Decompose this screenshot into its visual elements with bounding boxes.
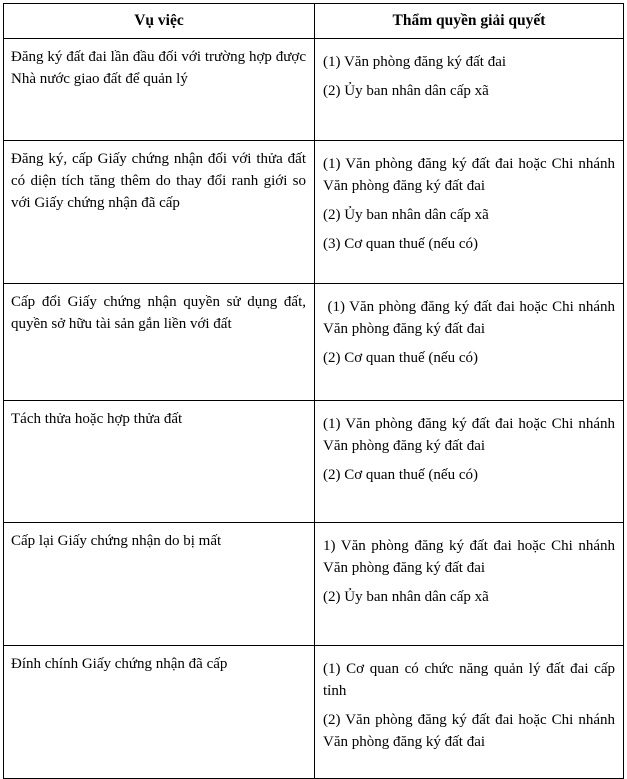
authority-item: (1) Văn phòng đăng ký đất đai hoặc Chi nhánh Văn phòng đăng ký đất đai bbox=[323, 416, 615, 454]
table-row bbox=[4, 646, 624, 779]
table-header-row bbox=[4, 4, 624, 39]
authority-item: (2) Cơ quan thuế (nếu có) bbox=[323, 350, 478, 366]
case-cell: Tách thửa hoặc hợp thửa đất bbox=[4, 401, 315, 523]
authority-item: (1) Văn phòng đăng ký đất đai bbox=[323, 54, 507, 70]
authority-item: 1) Văn phòng đăng ký đất đai hoặc Chi nhánh Văn phòng đăng ký đất đai bbox=[323, 538, 615, 576]
authority-item: (1) Văn phòng đăng ký đất đai hoặc Chi nhánh Văn phòng đăng ký đất đai bbox=[323, 156, 615, 194]
case-cell: Cấp lại Giấy chứng nhận do bị mất bbox=[4, 523, 315, 646]
procedure-table bbox=[3, 3, 624, 779]
authority-item: (2) Ủy ban nhân dân cấp xã bbox=[323, 207, 489, 223]
authority-cell bbox=[315, 141, 624, 284]
authority-item: (1) Cơ quan có chức năng quản lý đất đai cấp tỉnh bbox=[323, 661, 615, 699]
header-authority: Thẩm quyền giải quyết bbox=[315, 4, 624, 39]
authority-item: (3) Cơ quan thuế (nếu có) bbox=[323, 236, 478, 252]
case-cell: Cấp đổi Giấy chứng nhận quyền sử dụng đất, quyền sở hữu tài sản gắn liền với đất bbox=[4, 284, 315, 401]
authority-item: (2) Ủy ban nhân dân cấp xã bbox=[323, 589, 489, 605]
authority-cell bbox=[315, 523, 624, 646]
table-row bbox=[4, 39, 624, 141]
table-row bbox=[4, 523, 624, 646]
case-cell: Đăng ký đất đai lần đầu đối với trường hợp được Nhà nước giao đất để quản lý bbox=[4, 39, 315, 141]
case-cell: Đăng ký, cấp Giấy chứng nhận đối với thửa đất có diện tích tăng thêm do thay đổi ranh giới so với Giấy chứng nhận đã cấp bbox=[4, 141, 315, 284]
authority-item: (1) Văn phòng đăng ký đất đai hoặc Chi nhánh Văn phòng đăng ký đất đai bbox=[323, 299, 619, 337]
authority-item: (2) Ủy ban nhân dân cấp xã bbox=[323, 83, 489, 99]
authority-cell bbox=[315, 646, 624, 779]
header-case: Vụ việc bbox=[4, 4, 315, 39]
authority-cell bbox=[315, 284, 624, 401]
table-row bbox=[4, 284, 624, 401]
authority-cell bbox=[315, 39, 624, 141]
table-row bbox=[4, 141, 624, 284]
authority-cell bbox=[315, 401, 624, 523]
table-row bbox=[4, 401, 624, 523]
authority-item: (2) Cơ quan thuế (nếu có) bbox=[323, 467, 478, 483]
authority-item: (2) Văn phòng đăng ký đất đai hoặc Chi nhánh Văn phòng đăng ký đất đai bbox=[323, 712, 615, 750]
case-cell: Đính chính Giấy chứng nhận đã cấp bbox=[4, 646, 315, 779]
